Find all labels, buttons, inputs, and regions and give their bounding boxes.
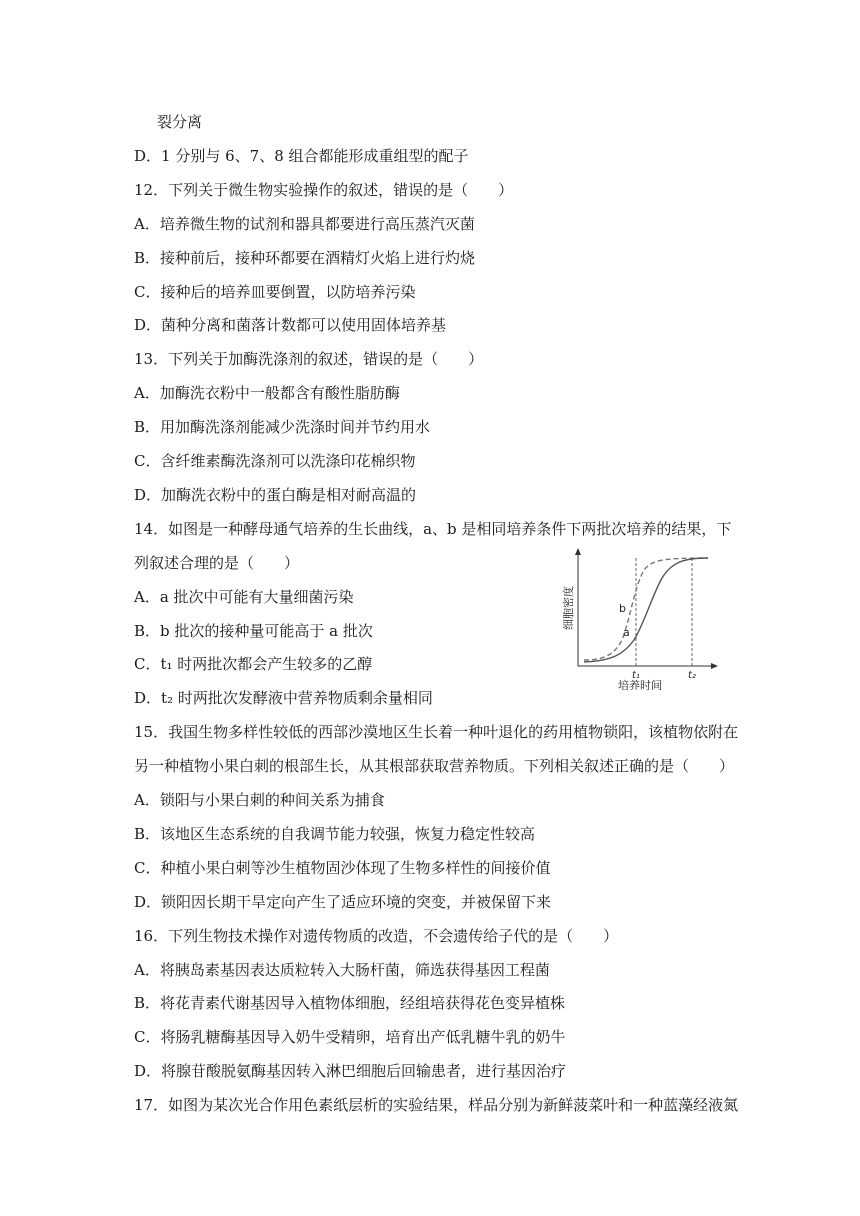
x-axis-label: 培养时间	[618, 679, 662, 690]
text-line: C．将肠乳糖酶基因导入奶牛受精卵，培育出产低乳糖牛乳的奶牛	[134, 1028, 566, 1046]
text-line: B．用加酶洗涤剂能减少洗涤时间并节约用水	[134, 418, 431, 436]
text-line: C．种植小果白刺等沙生植物固沙体现了生物多样性的间接价值	[134, 859, 551, 877]
text-line: B．接种前后，接种环都要在酒精灯火焰上进行灼烧	[134, 249, 476, 267]
curve-a	[584, 558, 708, 662]
text-line: 15．我国生物多样性较低的西部沙漠地区生长着一种叶退化的药用植物锁阳，该植物依附在	[134, 723, 739, 741]
text-line: 另一种植物小果白刺的根部生长，从其根部获取营养物质。下列相关叙述正确的是（ ）	[134, 757, 735, 775]
text-line: 14．如图是一种酵母通气培养的生长曲线，a、b 是相同培养条件下两批次培养的结果，下	[134, 520, 732, 538]
text-line: A．a 批次中可能有大量细菌污染	[134, 588, 354, 606]
text-line: B．将花青素代谢基因导入植物体细胞，经组培获得花色变异植株	[134, 994, 566, 1012]
text-line: D．加酶洗衣粉中的蛋白酶是相对耐高温的	[134, 486, 417, 504]
y-axis	[575, 548, 581, 666]
x-axis	[578, 663, 718, 669]
text-line: B．该地区生态系统的自我调节能力较强，恢复力稳定性较高	[134, 825, 536, 843]
text-line: C．t₁ 时两批次都会产生较多的乙醇	[134, 655, 373, 673]
text-line: 17．如图为某次光合作用色素纸层析的实验结果，样品分别为新鲜菠菜叶和一种蓝藻经液氮	[134, 1096, 739, 1114]
curve-b-label: b	[619, 602, 626, 615]
text-line: A．锁阳与小果白刺的种间关系为捕食	[134, 791, 385, 809]
growth-curve-figure	[562, 548, 732, 690]
text-line: A．将胰岛素基因表达质粒转入大肠杆菌，筛选获得基因工程菌	[134, 961, 550, 979]
text-line: 16．下列生物技术操作对遗传物质的改造，不会遗传给子代的是（ ）	[134, 927, 619, 945]
text-line: D．锁阳因长期干旱定向产生了适应环境的突变，并被保留下来	[134, 893, 552, 911]
text-line: D．t₂ 时两批次发酵液中营养物质剩余量相同	[134, 689, 433, 707]
y-axis-label: 细胞密度	[562, 586, 575, 630]
text-line: 列叙述合理的是（ ）	[134, 554, 300, 572]
curve-a-label: a	[623, 626, 630, 639]
text-line: 13．下列关于加酶洗涤剂的叙述，错误的是（ ）	[134, 350, 484, 368]
curve-b	[584, 558, 708, 660]
text-line: 12．下列关于微生物实验操作的叙述，错误的是（ ）	[134, 181, 514, 199]
text-line: A．培养微生物的试剂和器具都要进行高压蒸汽灭菌	[134, 215, 475, 233]
text-line: D．菌种分离和菌落计数都可以使用固体培养基	[134, 316, 447, 334]
text-line: B．b 批次的接种量可能高于 a 批次	[134, 622, 373, 640]
text-line: C．接种后的培养皿要倒置，以防培养污染	[134, 283, 416, 301]
text-line: C．含纤维素酶洗涤剂可以洗涤印花棉织物	[134, 452, 416, 470]
text-line: D．将腺苷酸脱氨酶基因转入淋巴细胞后回输患者，进行基因治疗	[134, 1062, 567, 1080]
text-line: 裂分离	[157, 113, 203, 131]
text-line: A．加酶洗衣粉中一般都含有酸性脂肪酶	[134, 384, 400, 402]
t2-tick-label: t₂	[688, 670, 696, 681]
t1-tick-label: t₁	[632, 670, 640, 681]
text-line: D．1 分别与 6、7、8 组合都能形成重组型的配子	[134, 147, 469, 165]
